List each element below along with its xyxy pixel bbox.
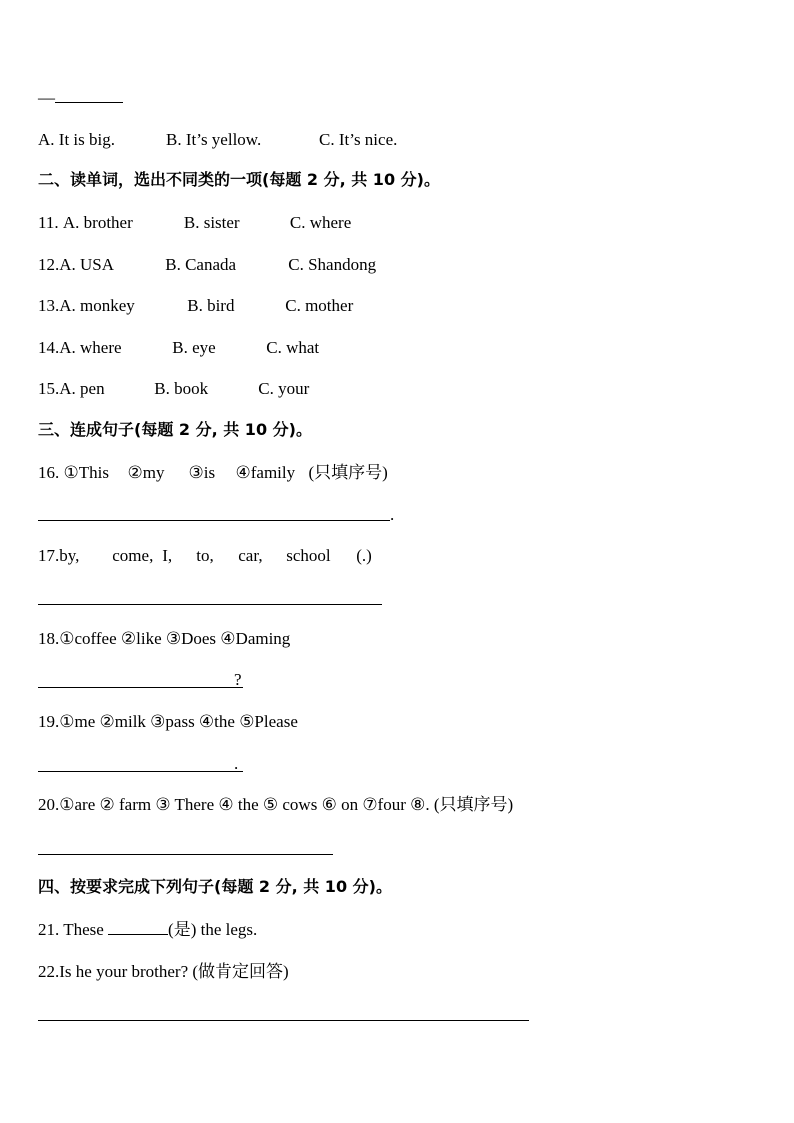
question-number: 14. — [38, 338, 60, 357]
question-16 — [38, 463, 388, 483]
answer-blank-21[interactable] — [108, 920, 168, 935]
question-number: 12. — [38, 255, 60, 274]
answer-blank-17[interactable] — [38, 604, 382, 605]
option-c: C. where — [289, 213, 352, 232]
answer-blank-20[interactable] — [38, 854, 333, 855]
word-2: come, — [112, 546, 154, 565]
question-22: 22.Is he your brother? (做肯定回答) — [38, 962, 289, 981]
option-b: B. bird — [187, 296, 235, 315]
option-a: A. It is big. — [38, 130, 115, 149]
question-number: 15. — [38, 379, 60, 398]
answer-end-19: . — [234, 754, 239, 773]
question-15 — [38, 379, 309, 399]
section2-heading: 二、读单词，选出不同类的一项(每题 2 分, 共 10 分)。 — [38, 170, 440, 189]
section4-heading: 四、按要求完成下列句子(每题 2 分, 共 10 分)。 — [38, 877, 392, 896]
option-b: B. Canada — [165, 255, 237, 274]
question-12 — [38, 255, 376, 275]
word-2: ②my — [127, 463, 165, 482]
word-1: ①This — [63, 463, 109, 482]
option-a: A. monkey — [59, 296, 135, 315]
answer-blank-16[interactable] — [38, 520, 390, 521]
word-5: car, — [238, 546, 263, 565]
option-c: C. Shandong — [288, 255, 377, 274]
answer-end-18: ? — [234, 670, 242, 689]
answer-blank[interactable] — [55, 88, 123, 103]
question-20: 20.①are ② farm ③ There ④ the ⑤ cows ⑥ on ⑦four ⑧. (只填序号) — [38, 795, 514, 814]
answer-blank-18[interactable] — [38, 687, 243, 688]
option-a: A. where — [59, 338, 122, 357]
instruction-note: (只填序号) — [308, 463, 388, 482]
option-b: B. sister — [183, 213, 240, 232]
word-6: school — [286, 546, 331, 565]
question-18: 18.①coffee ②like ③Does ④Daming — [38, 629, 291, 648]
option-c: C. mother — [285, 296, 354, 315]
word-1: by, — [59, 546, 80, 565]
question-21 — [38, 920, 257, 940]
word-4: ④family — [235, 463, 296, 482]
dash: — — [38, 88, 55, 107]
option-b: B. eye — [172, 338, 216, 357]
word-3: I, — [162, 546, 173, 565]
question-number: 13. — [38, 296, 60, 315]
question-number: 17. — [38, 546, 60, 565]
question-19: 19.①me ②milk ③pass ④the ⑤Please — [38, 712, 298, 731]
option-a: A. USA — [59, 255, 115, 274]
answer-end-16: . — [390, 505, 395, 524]
answer-line-q10 — [38, 88, 123, 108]
option-b: B. It’s yellow. — [166, 130, 262, 149]
option-c: C. It’s nice. — [319, 130, 398, 149]
option-a: A. brother — [62, 213, 133, 232]
q10-options — [38, 130, 397, 150]
option-b: B. book — [154, 379, 209, 398]
question-17 — [38, 546, 372, 566]
answer-blank-19[interactable] — [38, 771, 243, 772]
option-c: C. what — [266, 338, 320, 357]
question-text-before: 21. These — [38, 920, 109, 939]
question-14 — [38, 338, 319, 358]
option-a: A. pen — [59, 379, 105, 398]
answer-blank-22[interactable] — [38, 1020, 529, 1021]
word-4: to, — [196, 546, 214, 565]
instruction-note: (.) — [356, 546, 372, 565]
question-11 — [38, 213, 351, 233]
question-number: 11. — [38, 213, 63, 232]
question-13 — [38, 296, 353, 316]
section3-heading: 三、连成句子(每题 2 分, 共 10 分)。 — [38, 420, 312, 439]
option-c: C. your — [258, 379, 310, 398]
question-number: 16. — [38, 463, 64, 482]
question-text-after: (是) the legs. — [168, 920, 258, 939]
word-3: ③is — [188, 463, 216, 482]
